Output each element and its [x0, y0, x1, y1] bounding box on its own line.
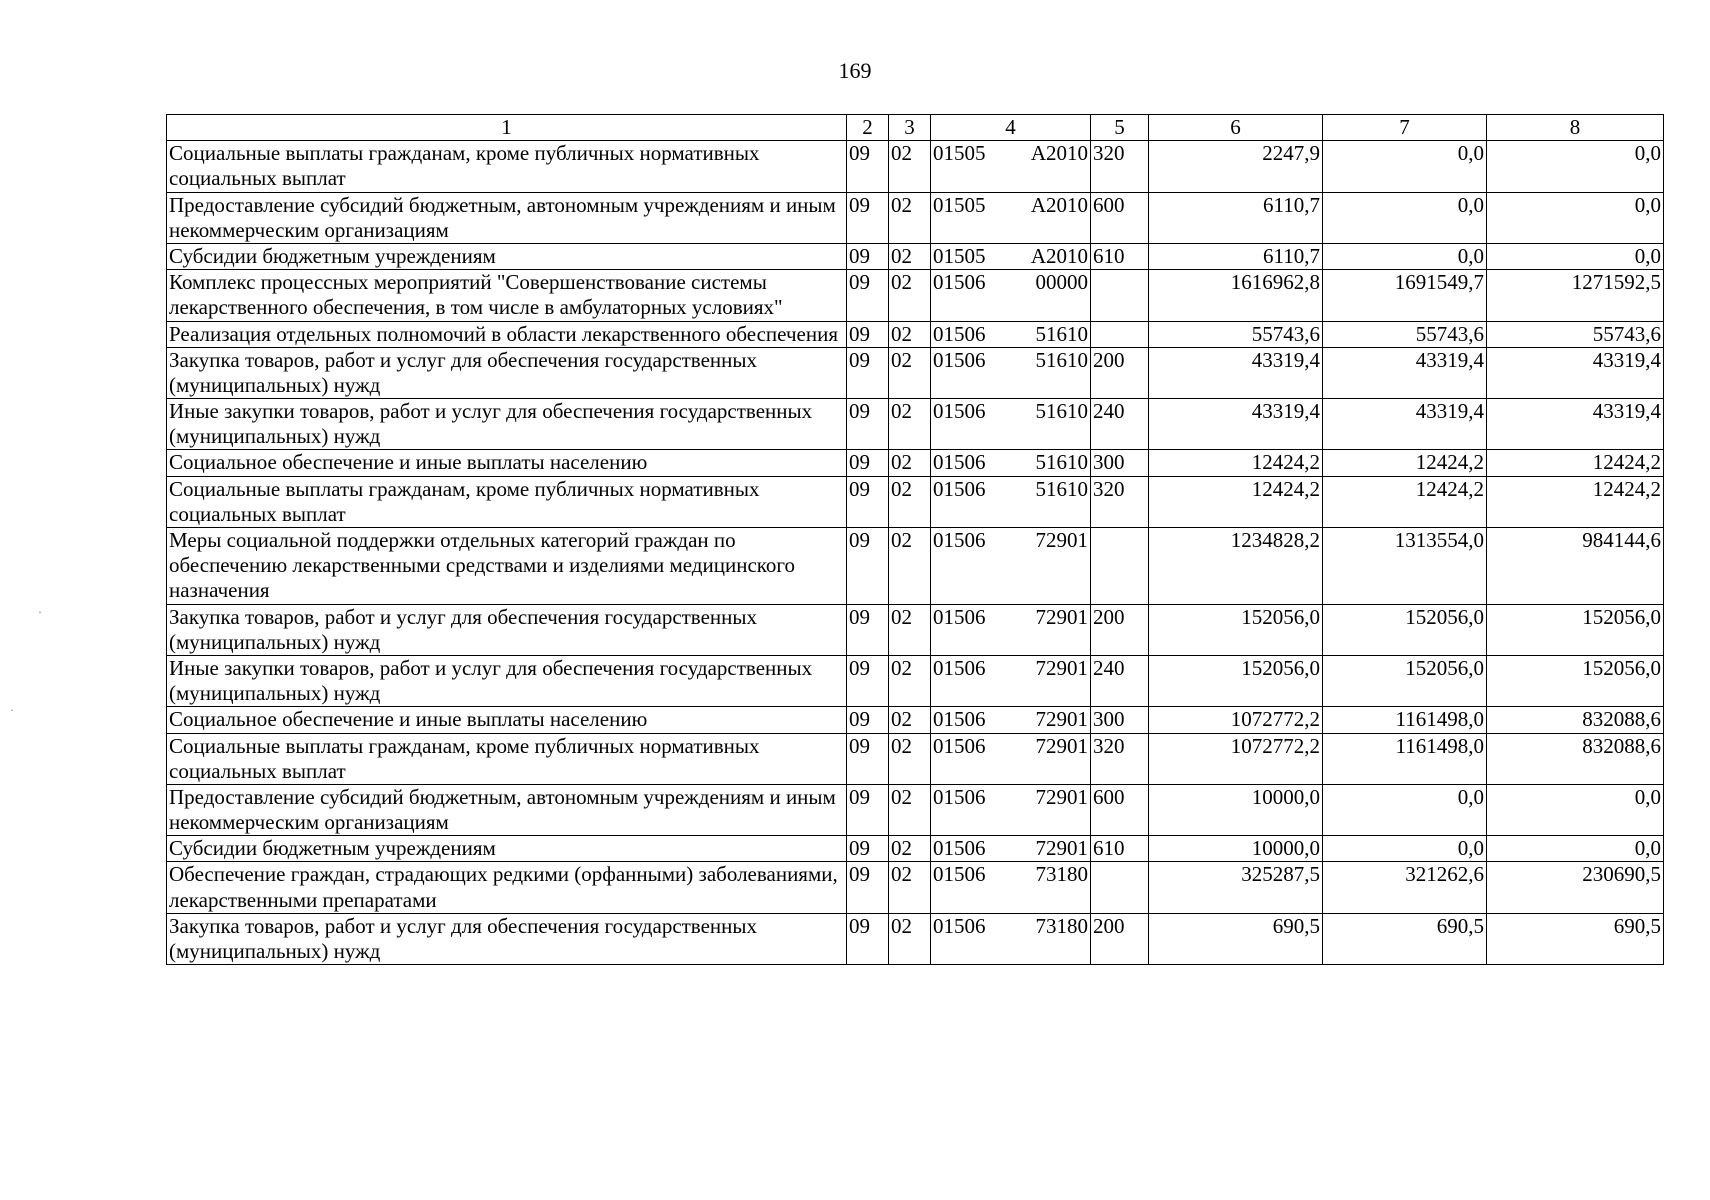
expense-type-code — [1091, 321, 1149, 347]
row-name: Обеспечение граждан, страдающих редкими (орфанными) заболеваниями, лекарственными препаратами — [167, 862, 847, 913]
amount-col8: 55743,6 — [1487, 321, 1664, 347]
amount-col6: 1072772,2 — [1149, 733, 1323, 784]
amount-col8: 984144,6 — [1487, 528, 1664, 605]
target-article-code — [931, 836, 1091, 862]
section-code: 09 — [847, 655, 889, 706]
program-code: 01506 — [933, 270, 986, 295]
target-article-code — [931, 604, 1091, 655]
amount-col8: 12424,2 — [1487, 476, 1664, 527]
target-article-code — [931, 243, 1091, 269]
expense-type-code: 320 — [1091, 141, 1149, 192]
direction-code: 51610 — [1035, 476, 1088, 501]
amount-col7: 55743,6 — [1323, 321, 1487, 347]
subsection-code: 02 — [889, 655, 931, 706]
expense-type-code: 320 — [1091, 476, 1149, 527]
program-code: 01506 — [933, 784, 986, 809]
subsection-code: 02 — [889, 270, 931, 321]
amount-col8: 152056,0 — [1487, 604, 1664, 655]
amount-col8: 43319,4 — [1487, 399, 1664, 450]
amount-col7: 0,0 — [1323, 243, 1487, 269]
program-code: 01506 — [933, 862, 986, 887]
program-code: 01505 — [933, 243, 986, 268]
direction-code: 72901 — [1035, 604, 1088, 629]
page-number: 169 — [838, 58, 872, 83]
table-row — [167, 655, 1664, 706]
amount-col8: 12424,2 — [1487, 450, 1664, 476]
section-code: 09 — [847, 733, 889, 784]
program-code: 01506 — [933, 528, 986, 552]
row-name: Иные закупки товаров, работ и услуг для обеспечения государственных (муниципальных) нужд — [167, 399, 847, 450]
table-row — [167, 270, 1664, 321]
table-row — [167, 141, 1664, 192]
amount-col7: 12424,2 — [1323, 476, 1487, 527]
subsection-code: 02 — [889, 913, 931, 964]
amount-col6: 1234828,2 — [1149, 528, 1323, 605]
program-code: 01506 — [933, 836, 986, 861]
amount-col6: 325287,5 — [1149, 862, 1323, 913]
amount-col8: 832088,6 — [1487, 707, 1664, 733]
section-code: 09 — [847, 836, 889, 862]
direction-code: 73180 — [1035, 862, 1088, 887]
amount-col7: 1691549,7 — [1323, 270, 1487, 321]
amount-col7: 152056,0 — [1323, 655, 1487, 706]
amount-col6: 43319,4 — [1149, 347, 1323, 398]
table-row — [167, 733, 1664, 784]
amount-col6: 6110,7 — [1149, 192, 1323, 243]
table-row — [167, 862, 1664, 913]
target-article-code — [931, 192, 1091, 243]
target-article-code — [931, 399, 1091, 450]
table-row — [167, 450, 1664, 476]
amount-col6: 690,5 — [1149, 913, 1323, 964]
row-name: Предоставление субсидий бюджетным, автономным учреждениям и иным некоммерческим организациям — [167, 192, 847, 243]
section-code: 09 — [847, 270, 889, 321]
program-code: 01506 — [933, 655, 986, 680]
amount-col6: 1072772,2 — [1149, 707, 1323, 733]
amount-col8: 43319,4 — [1487, 347, 1664, 398]
row-name: Предоставление субсидий бюджетным, автономным учреждениям и иным некоммерческим организациям — [167, 784, 847, 835]
subsection-code: 02 — [889, 141, 931, 192]
amount-col6: 152056,0 — [1149, 604, 1323, 655]
header-row — [167, 115, 1664, 141]
amount-col7: 43319,4 — [1323, 347, 1487, 398]
expense-type-code: 200 — [1091, 604, 1149, 655]
header-cell: 2 — [847, 115, 889, 141]
amount-col6: 12424,2 — [1149, 476, 1323, 527]
table-row — [167, 604, 1664, 655]
table-row — [167, 707, 1664, 733]
amount-col8: 690,5 — [1487, 913, 1664, 964]
direction-code: 51610 — [1035, 321, 1088, 346]
amount-col7: 321262,6 — [1323, 862, 1487, 913]
target-article-code — [931, 733, 1091, 784]
row-name: Субсидии бюджетным учреждениям — [167, 836, 847, 862]
subsection-code: 02 — [889, 399, 931, 450]
target-article-code — [931, 270, 1091, 321]
target-article-code — [931, 784, 1091, 835]
expense-type-code: 300 — [1091, 450, 1149, 476]
direction-code: 51610 — [1035, 399, 1088, 424]
row-name: Социальные выплаты гражданам, кроме публичных нормативных социальных выплат — [167, 733, 847, 784]
subsection-code: 02 — [889, 528, 931, 605]
target-article-code — [931, 862, 1091, 913]
amount-col6: 43319,4 — [1149, 399, 1323, 450]
table-row — [167, 347, 1664, 398]
table-row — [167, 476, 1664, 527]
amount-col7: 1161498,0 — [1323, 707, 1487, 733]
header-cell: 8 — [1487, 115, 1664, 141]
row-name: Социальное обеспечение и иные выплаты населению — [167, 450, 847, 476]
direction-code: 51610 — [1035, 347, 1088, 372]
amount-col8: 152056,0 — [1487, 655, 1664, 706]
header-cell: 6 — [1149, 115, 1323, 141]
target-article-code — [931, 450, 1091, 476]
header-cell: 5 — [1091, 115, 1149, 141]
program-code: 01506 — [933, 707, 986, 732]
expense-type-code — [1091, 862, 1149, 913]
scan-speck: · — [10, 703, 14, 717]
table-row — [167, 528, 1664, 605]
program-code: 01506 — [933, 733, 986, 758]
subsection-code: 02 — [889, 862, 931, 913]
amount-col8: 0,0 — [1487, 836, 1664, 862]
amount-col7: 1313554,0 — [1323, 528, 1487, 605]
target-article-code — [931, 347, 1091, 398]
program-code: 01506 — [933, 450, 986, 475]
direction-code: А2010 — [1030, 141, 1088, 166]
table-row — [167, 836, 1664, 862]
target-article-code — [931, 141, 1091, 192]
section-code: 09 — [847, 347, 889, 398]
table-row — [167, 243, 1664, 269]
program-code: 01505 — [933, 192, 986, 217]
amount-col7: 0,0 — [1323, 836, 1487, 862]
amount-col6: 12424,2 — [1149, 450, 1323, 476]
amount-col7: 12424,2 — [1323, 450, 1487, 476]
direction-code: 72901 — [1035, 707, 1088, 732]
amount-col6: 55743,6 — [1149, 321, 1323, 347]
direction-code: 72901 — [1035, 836, 1088, 861]
amount-col8: 832088,6 — [1487, 733, 1664, 784]
amount-col6: 152056,0 — [1149, 655, 1323, 706]
program-code: 01506 — [933, 476, 986, 501]
section-code: 09 — [847, 243, 889, 269]
amount-col8: 0,0 — [1487, 784, 1664, 835]
direction-code: 72901 — [1035, 784, 1088, 809]
target-article-code — [931, 528, 1091, 605]
expense-type-code: 240 — [1091, 399, 1149, 450]
table-row — [167, 321, 1664, 347]
direction-code: 00000 — [1035, 270, 1088, 295]
program-code: 01506 — [933, 913, 986, 938]
subsection-code: 02 — [889, 450, 931, 476]
direction-code: 73180 — [1035, 913, 1088, 938]
amount-col8: 0,0 — [1487, 141, 1664, 192]
table-row — [167, 913, 1664, 964]
row-name: Социальные выплаты гражданам, кроме публичных нормативных социальных выплат — [167, 476, 847, 527]
row-name: Комплекс процессных мероприятий "Совершенствование системы лекарственного обеспечения, в том числе в амбулаторных условиях" — [167, 270, 847, 321]
table-body — [167, 141, 1664, 965]
expense-type-code: 200 — [1091, 347, 1149, 398]
amount-col7: 0,0 — [1323, 141, 1487, 192]
expense-type-code: 600 — [1091, 784, 1149, 835]
expense-type-code: 610 — [1091, 243, 1149, 269]
header-cell: 7 — [1323, 115, 1487, 141]
header-cell: 1 — [167, 115, 847, 141]
section-code: 09 — [847, 913, 889, 964]
direction-code: 51610 — [1035, 450, 1088, 475]
subsection-code: 02 — [889, 707, 931, 733]
program-code: 01505 — [933, 141, 986, 166]
section-code: 09 — [847, 476, 889, 527]
subsection-code: 02 — [889, 733, 931, 784]
header-cell: 3 — [889, 115, 931, 141]
amount-col7: 0,0 — [1323, 784, 1487, 835]
amount-col7: 1161498,0 — [1323, 733, 1487, 784]
subsection-code: 02 — [889, 604, 931, 655]
target-article-code — [931, 321, 1091, 347]
amount-col7: 0,0 — [1323, 192, 1487, 243]
expense-type-code — [1091, 528, 1149, 605]
amount-col6: 6110,7 — [1149, 243, 1323, 269]
subsection-code: 02 — [889, 476, 931, 527]
program-code: 01506 — [933, 604, 986, 629]
expense-type-code: 240 — [1091, 655, 1149, 706]
amount-col6: 10000,0 — [1149, 836, 1323, 862]
amount-col8: 230690,5 — [1487, 862, 1664, 913]
row-name: Реализация отдельных полномочий в области лекарственного обеспечения — [167, 321, 847, 347]
direction-code: 72901 — [1035, 733, 1088, 758]
row-name: Социальное обеспечение и иные выплаты населению — [167, 707, 847, 733]
row-name: Меры социальной поддержки отдельных категорий граждан по обеспечению лекарственными средствами и изделиями медицинского назначения — [167, 528, 847, 605]
row-name: Субсидии бюджетным учреждениям — [167, 243, 847, 269]
row-name: Закупка товаров, работ и услуг для обеспечения государственных (муниципальных) нужд — [167, 604, 847, 655]
section-code: 09 — [847, 321, 889, 347]
subsection-code: 02 — [889, 321, 931, 347]
amount-col7: 690,5 — [1323, 913, 1487, 964]
target-article-code — [931, 913, 1091, 964]
direction-code: 72901 — [1035, 655, 1088, 680]
amount-col8: 1271592,5 — [1487, 270, 1664, 321]
section-code: 09 — [847, 528, 889, 605]
amount-col7: 152056,0 — [1323, 604, 1487, 655]
amount-col7: 43319,4 — [1323, 399, 1487, 450]
section-code: 09 — [847, 862, 889, 913]
expense-type-code: 600 — [1091, 192, 1149, 243]
section-code: 09 — [847, 707, 889, 733]
amount-col8: 0,0 — [1487, 192, 1664, 243]
section-code: 09 — [847, 192, 889, 243]
subsection-code: 02 — [889, 347, 931, 398]
row-name: Закупка товаров, работ и услуг для обеспечения государственных (муниципальных) нужд — [167, 347, 847, 398]
amount-col6: 1616962,8 — [1149, 270, 1323, 321]
program-code: 01506 — [933, 399, 986, 424]
row-name: Иные закупки товаров, работ и услуг для обеспечения государственных (муниципальных) нужд — [167, 655, 847, 706]
table-row — [167, 399, 1664, 450]
target-article-code — [931, 707, 1091, 733]
expense-type-code: 320 — [1091, 733, 1149, 784]
table-row — [167, 192, 1664, 243]
section-code: 09 — [847, 784, 889, 835]
amount-col8: 0,0 — [1487, 243, 1664, 269]
expense-type-code: 200 — [1091, 913, 1149, 964]
section-code: 09 — [847, 399, 889, 450]
subsection-code: 02 — [889, 836, 931, 862]
budget-table — [166, 114, 1664, 965]
table-row — [167, 784, 1664, 835]
section-code: 09 — [847, 141, 889, 192]
subsection-code: 02 — [889, 243, 931, 269]
target-article-code — [931, 476, 1091, 527]
program-code: 01506 — [933, 321, 986, 346]
scan-speck: · — [38, 605, 42, 619]
section-code: 09 — [847, 604, 889, 655]
target-article-code — [931, 655, 1091, 706]
row-name: Закупка товаров, работ и услуг для обеспечения государственных (муниципальных) нужд — [167, 913, 847, 964]
subsection-code: 02 — [889, 192, 931, 243]
direction-code: А2010 — [1030, 192, 1088, 217]
expense-type-code: 610 — [1091, 836, 1149, 862]
expense-type-code — [1091, 270, 1149, 321]
amount-col6: 2247,9 — [1149, 141, 1323, 192]
amount-col6: 10000,0 — [1149, 784, 1323, 835]
expense-type-code: 300 — [1091, 707, 1149, 733]
header-cell: 4 — [931, 115, 1091, 141]
direction-code: 72901 — [1035, 528, 1088, 552]
subsection-code: 02 — [889, 784, 931, 835]
section-code: 09 — [847, 450, 889, 476]
direction-code: А2010 — [1030, 243, 1088, 268]
program-code: 01506 — [933, 347, 986, 372]
row-name: Социальные выплаты гражданам, кроме публичных нормативных социальных выплат — [167, 141, 847, 192]
